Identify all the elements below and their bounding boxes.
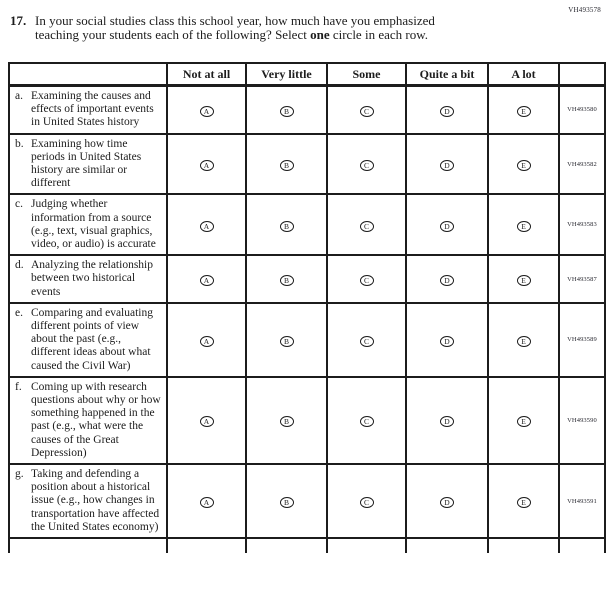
option-circle-very-little[interactable]: B	[280, 416, 294, 427]
row-statement: Analyzing the relationship between two historical events	[31, 259, 153, 298]
option-circle-not-at-all[interactable]: A	[200, 497, 214, 508]
option-circle-quite-a-bit[interactable]: D	[440, 160, 454, 171]
option-circle-some[interactable]: C	[360, 106, 374, 117]
row-letter: b.	[15, 137, 24, 150]
option-circle-very-little[interactable]: B	[280, 336, 294, 347]
row-statement: Examining how time periods in United States history are similar or different	[31, 137, 142, 190]
option-circle-very-little[interactable]: B	[280, 221, 294, 232]
option-circle-not-at-all[interactable]: A	[200, 160, 214, 171]
emphasis-table	[8, 62, 606, 553]
option-circle-not-at-all[interactable]: A	[200, 416, 214, 427]
option-circle-very-little[interactable]: B	[280, 160, 294, 171]
row-code: VH493582	[567, 160, 597, 168]
option-circle-not-at-all[interactable]: A	[200, 275, 214, 286]
option-circle-very-little[interactable]: B	[280, 497, 294, 508]
option-circle-quite-a-bit[interactable]: D	[440, 106, 454, 117]
row-statement: Taking and defending a position about a historical issue (e.g., how changes in transportation have affected the United States economy)	[31, 468, 160, 533]
row-code: VH493589	[567, 336, 597, 344]
header-row	[9, 63, 605, 86]
row-code: VH493587	[567, 275, 597, 283]
table-row	[9, 377, 605, 464]
option-circle-some[interactable]: C	[360, 416, 374, 427]
cut-off-row	[9, 538, 605, 553]
row-code: VH493583	[567, 221, 597, 229]
option-circle-not-at-all[interactable]: A	[200, 106, 214, 117]
option-circle-quite-a-bit[interactable]: D	[440, 336, 454, 347]
option-circle-a-lot[interactable]: E	[517, 336, 531, 347]
column-header-empty	[9, 63, 167, 86]
row-statement: Examining the causes and effects of important events in United States history	[31, 90, 154, 129]
option-circle-some[interactable]: C	[360, 160, 374, 171]
column-header-some: Some	[327, 63, 406, 86]
column-header-code-empty	[559, 63, 605, 86]
row-code: VH493591	[567, 497, 597, 505]
option-circle-a-lot[interactable]: E	[517, 160, 531, 171]
column-header-not-at-all: Not at all	[167, 63, 246, 86]
option-circle-quite-a-bit[interactable]: D	[440, 497, 454, 508]
table-row	[9, 194, 605, 255]
row-letter: g.	[15, 468, 24, 481]
option-circle-a-lot[interactable]: E	[517, 106, 531, 117]
row-statement: Comparing and evaluating different points of view about the past (e.g., different ideas about what caused the Civil War)	[31, 306, 153, 372]
option-circle-some[interactable]: C	[360, 336, 374, 347]
option-circle-a-lot[interactable]: E	[517, 275, 531, 286]
table-row	[9, 86, 605, 134]
option-circle-some[interactable]: C	[360, 497, 374, 508]
question-number: 17.	[10, 13, 27, 28]
option-circle-quite-a-bit[interactable]: D	[440, 221, 454, 232]
option-circle-a-lot[interactable]: E	[517, 221, 531, 232]
row-letter: e.	[15, 306, 23, 319]
row-letter: f.	[15, 380, 22, 393]
row-code: VH493580	[567, 106, 597, 114]
option-circle-a-lot[interactable]: E	[517, 416, 531, 427]
option-circle-quite-a-bit[interactable]: D	[440, 416, 454, 427]
row-letter: c.	[15, 198, 23, 211]
table-row	[9, 255, 605, 303]
option-circle-some[interactable]: C	[360, 275, 374, 286]
row-statement: Judging whether information from a source (e.g., text, visual graphics, video, or audio) is accurate	[31, 198, 156, 251]
column-header-a-lot: A lot	[488, 63, 559, 86]
option-circle-not-at-all[interactable]: A	[200, 221, 214, 232]
option-circle-not-at-all[interactable]: A	[200, 336, 214, 347]
option-circle-very-little[interactable]: B	[280, 275, 294, 286]
question-text-line1: In your social studies class this school year, how much have you emphasized	[35, 13, 435, 28]
question-text	[35, 14, 435, 42]
form-code: VH493578	[568, 6, 601, 14]
option-circle-quite-a-bit[interactable]: D	[440, 275, 454, 286]
question-emphasis-word: one	[310, 27, 330, 42]
row-letter: d.	[15, 259, 24, 272]
column-header-very-little: Very little	[246, 63, 327, 86]
row-code: VH493590	[567, 416, 597, 424]
question-text-line2: teaching your students each of the following? Select one circle in each row.	[35, 27, 429, 42]
question-block	[0, 0, 610, 42]
option-circle-a-lot[interactable]: E	[517, 497, 531, 508]
row-statement: Coming up with research questions about why or how something happened in the past (e.g., what were the causes of the Great Depression)	[31, 380, 161, 459]
column-header-quite-a-bit: Quite a bit	[406, 63, 488, 86]
table-row	[9, 464, 605, 538]
option-circle-some[interactable]: C	[360, 221, 374, 232]
table-row	[9, 303, 605, 377]
option-circle-very-little[interactable]: B	[280, 106, 294, 117]
table-row	[9, 134, 605, 195]
row-letter: a.	[15, 90, 23, 102]
